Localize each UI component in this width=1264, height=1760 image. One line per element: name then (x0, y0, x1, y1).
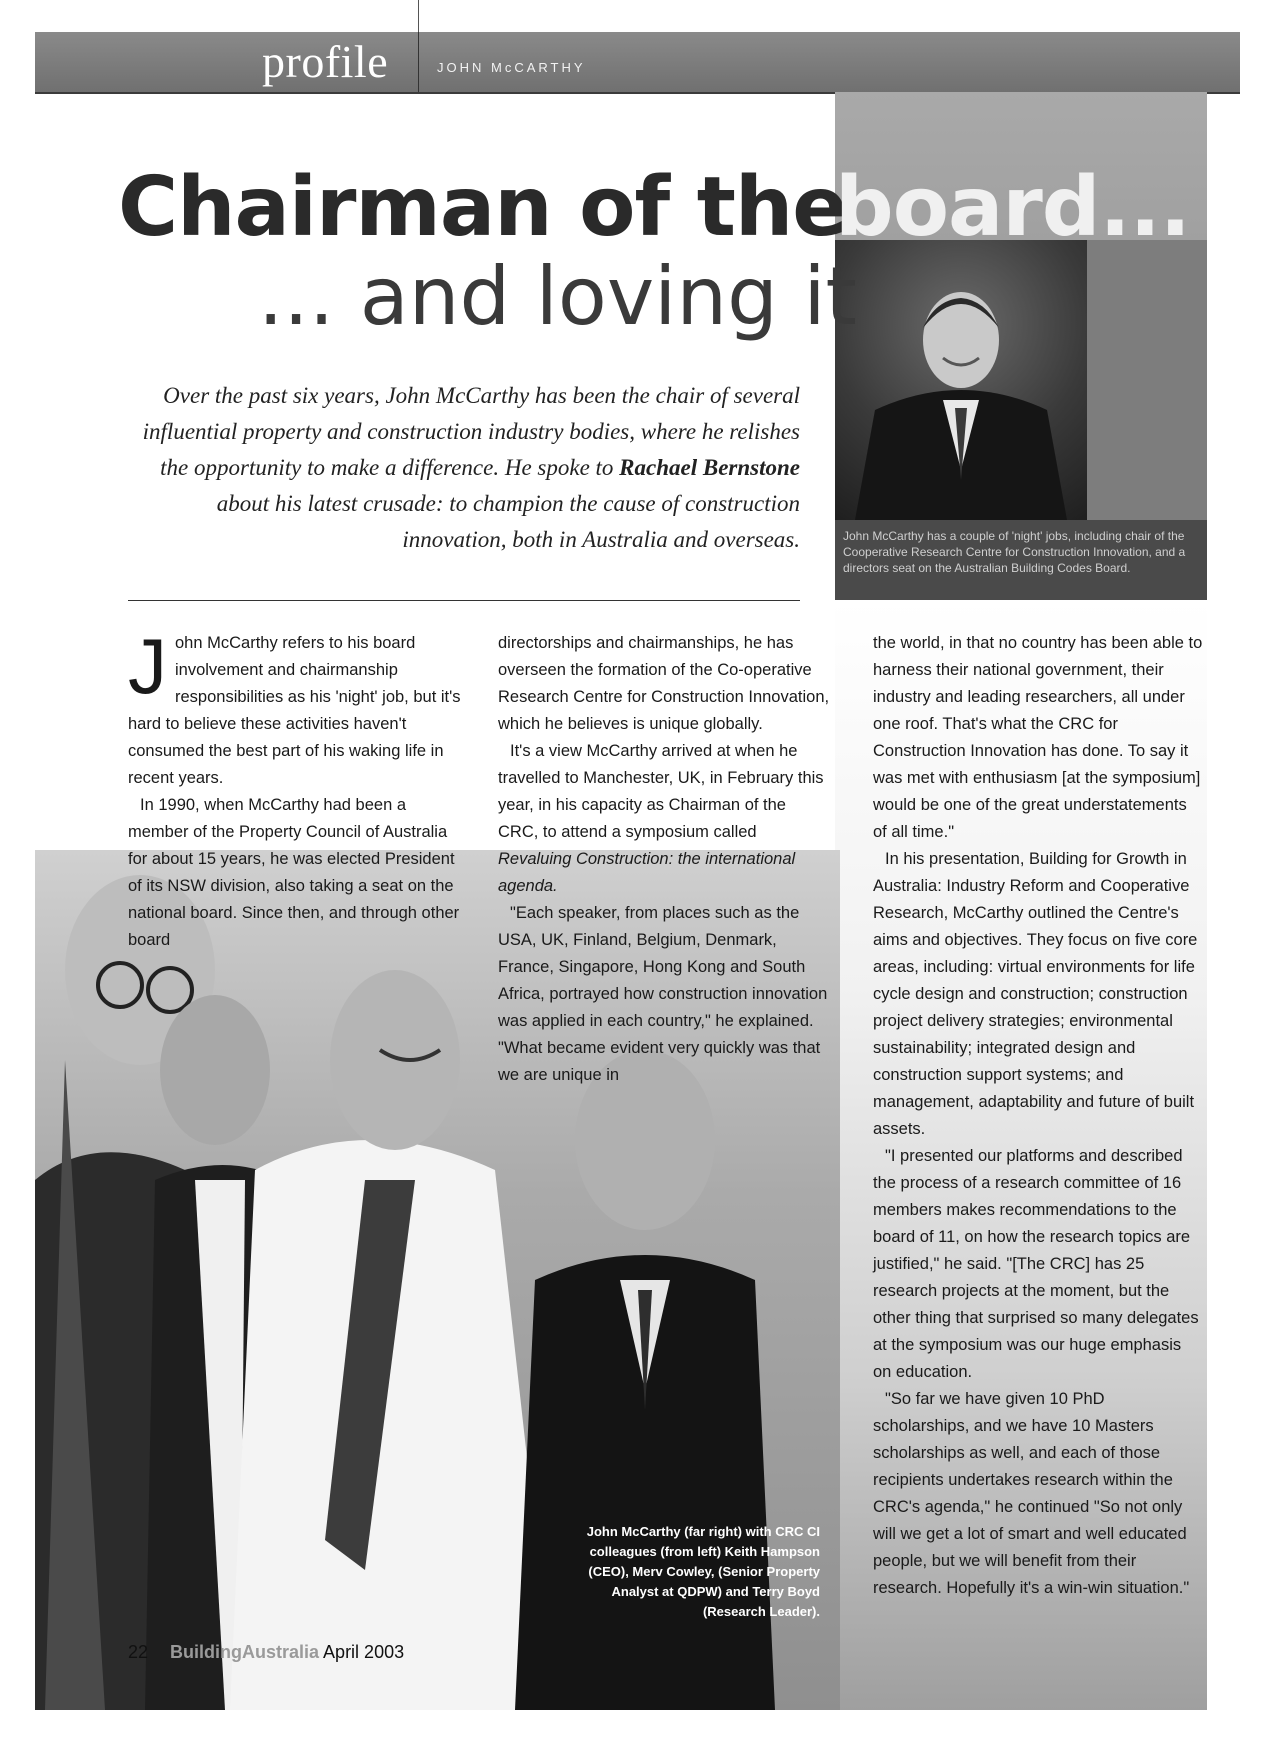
section-label: profile (262, 36, 389, 87)
issue-date: April 2003 (323, 1642, 405, 1662)
standfirst-text-2: about his latest crusade: to champion the cause of construction innovation, both in Australia and overseas. (216, 491, 800, 552)
group-photo-caption: John McCarthy (far right) with CRC CI colleagues (from left) Keith Hampson (CEO), Merv Cowley, (Senior Property Analyst at QDPW) and Terry Boyd (Research Leader). (586, 1524, 820, 1619)
col3-paragraph-1: the world, in that no country has been able to harness their national government, their industry and leading researchers, all under one roof. That's what the CRC for Construction Innovation has done. To say it was met with enthusiasm [at the symposium] would be one of the great understatements of all time." (873, 634, 1203, 841)
col1-paragraph-2: In 1990, when McCarthy had been a member of the Property Council of Australia for about 15 years, he was elected President of its NSW division, also taking a seat on the national board. Since then, and through other board (128, 796, 460, 949)
magazine-name: BuildingAustralia (170, 1642, 320, 1662)
symposium-title: Revaluing Construction: the international agenda. (498, 850, 796, 895)
page-number: 22 (128, 1642, 149, 1662)
standfirst-author: Rachael Bernstone (619, 455, 800, 480)
drop-cap: J (128, 622, 167, 710)
standfirst (120, 378, 800, 558)
headline-line1: Chairman of the (118, 160, 847, 255)
header-divider (418, 32, 419, 92)
col2-paragraph-2-text: It's a view McCarthy arrived at when he travelled to Manchester, UK, in February this year, in his capacity as Chairman of the CRC, to attend a symposium called (498, 742, 824, 841)
col2-paragraph-3: "Each speaker, from places such as the USA, UK, Finland, Belgium, Denmark, France, Singapore, Hong Kong and South Africa, portrayed how construction innovation was applied in each country," he explained. "What became evident very quickly was that we are unique in (498, 904, 828, 1084)
col2-paragraph-1: directorships and chairmanships, he has overseen the formation of the Co-operative Research Centre for Construction Innovation, which he believes is unique globally. (498, 634, 830, 733)
body-column-3 (873, 630, 1203, 1602)
portrait-caption: John McCarthy has a couple of 'night' jobs, including chair of the Cooperative Research Centre for Construction Innovation, and a directors seat on the Australian Building Codes Board. (843, 529, 1186, 575)
body-column-2 (498, 630, 830, 1089)
standfirst-rule (128, 600, 800, 601)
portrait-figure (835, 240, 1087, 520)
col2-paragraph-2 (498, 738, 830, 900)
page-footer (128, 1642, 404, 1663)
col3-paragraph-4: "So far we have given 10 PhD scholarships, and we have 10 Masters scholarships as well, and each of those recipients undertakes research within the CRC's agenda," he continued "So not only will we get a lot of smart and well educated people, but we will benefit from their research. Hopefully it's a win-win situation." (873, 1390, 1190, 1597)
headline-board-word: board... (835, 160, 1190, 255)
col3-paragraph-2: In his presentation, Building for Growth in Australia: Industry Reform and Cooperative Research, McCarthy outlined the Centre's aims and objectives. They focus on five core areas, including: virtual environments for life cycle design and construction; construction project delivery strategies; environmental sustainability; integrated design and construction support systems; and management, adaptability and future of built assets. (873, 850, 1198, 1138)
col1-paragraph-1: ohn McCarthy refers to his board involvement and chairmanship responsibilities as his 'night' job, but it's hard to believe these activities haven't consumed the best part of his waking life in recent years. (128, 634, 461, 787)
portrait-caption-box (835, 520, 1207, 600)
body-column-1 (128, 622, 468, 954)
headline-line2: ... and loving it (258, 250, 857, 343)
standfirst-text-1: Over the past six years, John McCarthy has been the chair of several influential property and construction industry bodies, where he relishes the opportunity to make a difference. He spoke to (142, 383, 800, 480)
col3-paragraph-3: "I presented our platforms and described the process of a research committee of 16 members makes recommendations to the board of 11, on how the research topics are justified," he said. "[The CRC] has 25 research projects at the moment, but the other thing that surprised so many delegates at the symposium was our huge emphasis on education. (873, 1147, 1199, 1381)
profile-subject: JOHN McCARTHY (437, 60, 586, 75)
top-divider (418, 0, 419, 32)
portrait-photo (835, 240, 1087, 520)
section-header-bar (35, 32, 1240, 94)
